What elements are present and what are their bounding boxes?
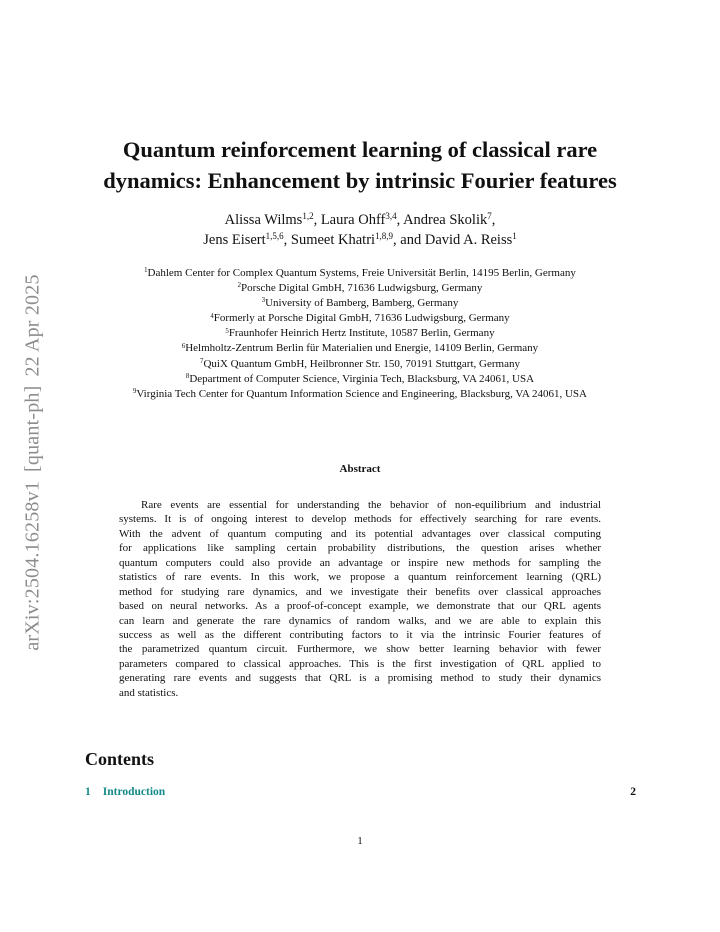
author-separator: , and bbox=[393, 232, 425, 248]
abstract-line: With the advent of quantum computing and its potential advantages over classical computing bbox=[119, 527, 601, 540]
author-affil-marker: 1,2 bbox=[302, 211, 314, 222]
author-separator: , bbox=[396, 212, 404, 228]
title-line: dynamics: Enhancement by intrinsic Fourier features bbox=[103, 168, 617, 193]
affiliation bbox=[0, 387, 720, 402]
toc-page-number: 2 bbox=[630, 786, 636, 798]
toc-entry bbox=[85, 786, 636, 798]
affiliation bbox=[0, 357, 720, 372]
author-name: Alissa Wilms bbox=[224, 212, 303, 228]
affiliation bbox=[0, 326, 720, 341]
abstract-line: statistics of rare events. In this work, we propose a quantum reinforcement learning (QRL) bbox=[119, 571, 601, 584]
abstract-line: the parametrized quantum circuit. Furthermore, we show better learning behavior with fewer bbox=[119, 643, 601, 656]
affiliation-text: Fraunhofer Heinrich Hertz Institute, 10587 Berlin, Germany bbox=[228, 327, 495, 340]
toc-section-title: Introduction bbox=[102, 786, 166, 798]
affiliation bbox=[0, 311, 720, 326]
abstract-line: based on neural networks. As a proof-of-concept example, we demonstrate that our QRL agents bbox=[119, 600, 601, 613]
affiliation bbox=[0, 372, 720, 387]
affiliation bbox=[0, 281, 720, 296]
abstract-line: Rare events are essential for understanding the behavior of non-equilibrium and industrial bbox=[141, 499, 601, 511]
author-affil-marker: 7 bbox=[487, 211, 492, 222]
author-affil-marker: 1 bbox=[512, 231, 517, 242]
author-line bbox=[0, 230, 720, 250]
author-separator: , bbox=[283, 232, 291, 248]
affiliation-text: Formerly at Porsche Digital GmbH, 71636 Ludwigsburg, Germany bbox=[213, 312, 510, 325]
affiliation-marker: 5 bbox=[225, 327, 229, 335]
affiliation-marker: 1 bbox=[144, 267, 148, 275]
affiliation-list bbox=[0, 266, 720, 402]
author-name: Andrea Skolik bbox=[403, 212, 488, 228]
abstract-line: method for studying rare dynamics, and we investigate their benefits over classical approaches bbox=[119, 585, 601, 598]
abstract-line: and statistics. bbox=[119, 686, 179, 699]
author-affil-marker: 3,4 bbox=[385, 211, 397, 222]
affiliation-text: QuiX Quantum GmbH, Heilbronner Str. 150, 70191 Stuttgart, Germany bbox=[203, 357, 520, 370]
abstract-line: can learn and generate the rare dynamics of random walks, and we are able to explain this bbox=[119, 614, 601, 627]
toc-section-number: 1 bbox=[85, 786, 91, 798]
affiliation-marker: 2 bbox=[237, 282, 241, 290]
toc-link-introduction[interactable] bbox=[85, 786, 165, 798]
arxiv-id: arXiv:2504.16258v1 bbox=[21, 480, 44, 651]
abstract-line: systems. It is of ongoing interest to develop methods for effectively searching for rare events. bbox=[119, 513, 601, 526]
abstract-line: generating rare events and suggests that QRL is a promising method to study their dynamics bbox=[119, 672, 601, 685]
affiliation-text: Porsche Digital GmbH, 71636 Ludwigsburg, Germany bbox=[240, 282, 483, 295]
affiliation bbox=[0, 296, 720, 311]
arxiv-date: 22 Apr 2025 bbox=[21, 274, 44, 377]
author-list bbox=[0, 210, 720, 250]
affiliation bbox=[0, 341, 720, 356]
affiliation-text: Dahlem Center for Complex Quantum Systems, Freie Universität Berlin, 14195 Berlin, Germany bbox=[147, 267, 576, 279]
author-separator: , bbox=[491, 212, 496, 228]
paper-title bbox=[0, 134, 720, 196]
title-line: Quantum reinforcement learning of classical rare bbox=[122, 137, 598, 162]
author-affil-marker: 1,8,9 bbox=[375, 231, 394, 242]
affiliation-text: Department of Computer Science, Virginia Tech, Blacksburg, VA 24061, USA bbox=[189, 372, 535, 385]
affiliation-marker: 4 bbox=[210, 312, 214, 320]
abstract-body bbox=[119, 498, 601, 700]
page-number: 1 bbox=[357, 835, 363, 847]
author-name: Jens Eisert bbox=[203, 232, 266, 248]
affiliation-marker: 7 bbox=[200, 357, 204, 365]
abstract-line: parameters compared to classical approaches. This is the first investigation of QRL applied to bbox=[119, 657, 601, 670]
affiliation-text: Virginia Tech Center for Quantum Information Science and Engineering, Blacksburg, VA 24061, USA bbox=[136, 387, 587, 400]
author-name: David A. Reiss bbox=[424, 232, 513, 248]
abstract-line: success as well as the different contributing factors to it via the intrinsic Fourier features of bbox=[119, 628, 601, 641]
author-line bbox=[0, 210, 720, 230]
affiliation-marker: 6 bbox=[181, 342, 186, 350]
affiliation-marker: 9 bbox=[132, 388, 137, 395]
abstract-line: for applications like sampling certain probability distributions, the question arises whether bbox=[119, 542, 601, 555]
affiliation-text: University of Bamberg, Bamberg, Germany bbox=[265, 297, 459, 310]
affiliation bbox=[0, 266, 720, 281]
contents-heading: Contents bbox=[85, 749, 155, 769]
author-affil-marker: 1,5,6 bbox=[265, 231, 284, 242]
author-name: Sumeet Khatri bbox=[290, 232, 376, 248]
affiliation-marker: 8 bbox=[185, 372, 190, 380]
affiliation-marker: 3 bbox=[261, 297, 266, 305]
abstract-heading: Abstract bbox=[339, 463, 381, 475]
affiliation-text: Helmholtz-Zentrum Berlin für Materialien und Energie, 14109 Berlin, Germany bbox=[185, 342, 539, 355]
author-name: Laura Ohff bbox=[320, 212, 386, 228]
arxiv-category: [quant-ph] bbox=[21, 385, 44, 472]
abstract-line: quantum computers could also provide an advantage or inspire new methods for sampling the bbox=[119, 556, 601, 569]
author-separator: , bbox=[313, 212, 321, 228]
